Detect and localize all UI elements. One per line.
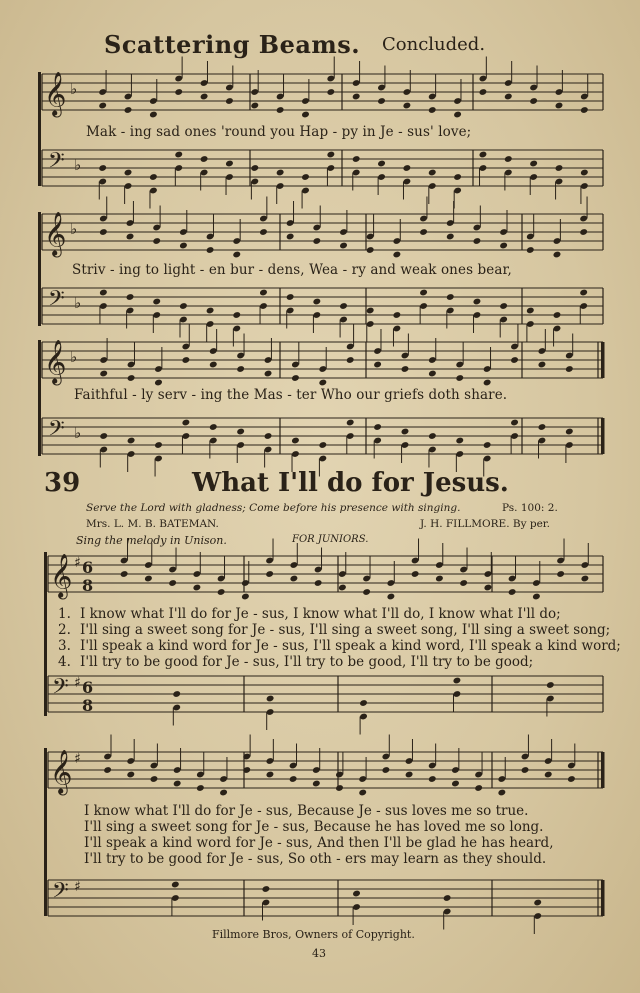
- note-head: [419, 228, 428, 236]
- note-head: [358, 789, 367, 797]
- note-head: [264, 370, 273, 378]
- note-head: [565, 428, 574, 436]
- note-head: [446, 293, 455, 301]
- verse-line: I know what I'll do for Je - sus, I know what I'll do, I know what I'll do;: [80, 606, 561, 622]
- note-head: [346, 356, 355, 364]
- note-head: [276, 169, 285, 177]
- note-head: [377, 160, 386, 168]
- key-signature-sharp: ♯: [74, 878, 81, 895]
- system-brace: [44, 552, 47, 716]
- note-head: [209, 423, 218, 431]
- note-head: [173, 780, 182, 788]
- system-brace: [38, 212, 41, 326]
- note-head: [474, 784, 483, 792]
- key-signature-sharp: ♯: [74, 674, 81, 691]
- note-head: [473, 298, 482, 306]
- note-head: [533, 899, 542, 907]
- note-head: [346, 419, 355, 427]
- note-head: [580, 106, 589, 114]
- note-head: [126, 293, 135, 301]
- note-head: [580, 169, 589, 177]
- note-head: [200, 93, 209, 101]
- note-head: [286, 293, 295, 301]
- note-head: [225, 160, 234, 168]
- note-head: [206, 246, 215, 254]
- note-head: [150, 775, 159, 783]
- note-head: [455, 437, 464, 445]
- note-head: [459, 579, 468, 587]
- note-head: [124, 106, 133, 114]
- note-head: [446, 233, 455, 241]
- key-signature-flat: ♭: [70, 219, 78, 238]
- note-head: [98, 164, 107, 172]
- note-head: [120, 570, 129, 578]
- verse-line: I'll sing a sweet song for Je - sus, I'll sing a sweet song, I'll sing a sweet song;: [80, 622, 611, 638]
- note-head: [546, 681, 555, 689]
- note-head: [219, 789, 228, 797]
- scripture-reference: Ps. 100: 2.: [502, 502, 558, 514]
- note-head: [182, 356, 191, 364]
- note-head: [127, 374, 136, 382]
- note-head: [149, 173, 158, 181]
- note-head: [453, 111, 462, 119]
- note-head: [352, 890, 361, 898]
- note-head: [428, 106, 437, 114]
- key-signature-flat: ♭: [74, 293, 82, 312]
- time-signature: 8: [82, 696, 94, 716]
- note-head: [401, 428, 410, 436]
- note-head: [232, 311, 241, 319]
- note-head: [314, 579, 323, 587]
- note-head: [301, 111, 310, 119]
- note-head: [538, 423, 547, 431]
- note-head: [174, 88, 183, 96]
- note-head: [366, 246, 375, 254]
- note-head: [479, 151, 488, 159]
- system-brace: [38, 340, 41, 456]
- note-head: [174, 151, 183, 159]
- note-head: [124, 169, 133, 177]
- note-head: [377, 97, 386, 105]
- note-head: [510, 419, 519, 427]
- note-head: [352, 93, 361, 101]
- verse-line: I'll try to be good for Je - sus, So oth - ers may learn as they should.: [84, 851, 547, 867]
- note-head: [335, 784, 344, 792]
- final-barline: [601, 342, 605, 378]
- note-head: [232, 251, 241, 259]
- note-head: [196, 784, 205, 792]
- note-head: [521, 766, 530, 774]
- bass-clef: 𝄢: [48, 286, 65, 317]
- note-head: [508, 588, 517, 596]
- note-head: [99, 289, 108, 297]
- key-signature-sharp: ♯: [74, 554, 81, 571]
- bass-clef: 𝄢: [48, 416, 65, 447]
- treble-clef: 𝄞: [44, 339, 67, 384]
- scripture-text: Serve the Lord with gladness; Come before his presence with singing.: [86, 502, 461, 514]
- note-head: [504, 155, 513, 163]
- lyric-line-2: Striv - ing to light - en bur - dens, Wea - ry and weak ones bear,: [72, 262, 512, 278]
- note-head: [168, 579, 177, 587]
- note-head: [453, 677, 462, 685]
- verse-line: I'll sing a sweet song for Je - sus, Because he has loved me so long.: [84, 819, 544, 835]
- note-head: [266, 771, 275, 779]
- note-head: [504, 93, 513, 101]
- note-head: [553, 251, 562, 259]
- time-signature: 8: [82, 576, 94, 596]
- note-head: [373, 361, 382, 369]
- treble-clef: 𝄞: [44, 211, 67, 256]
- note-head: [544, 771, 553, 779]
- hymn-number: 39: [44, 468, 81, 498]
- hymn-composer: J. H. FILLMORE. By per.: [420, 518, 551, 530]
- note-head: [393, 311, 402, 319]
- note-head: [289, 775, 298, 783]
- note-head: [152, 298, 161, 306]
- verse-line: I'll try to be good for Je - sus, I'll try to be good, I'll try to be good;: [80, 654, 534, 670]
- system-brace: [44, 748, 47, 916]
- note-head: [312, 780, 321, 788]
- note-head: [387, 593, 396, 601]
- note-head: [443, 894, 452, 902]
- note-head: [499, 242, 508, 250]
- verse-line: I know what I'll do for Je - sus, Because Je - sus loves me so true.: [84, 803, 529, 819]
- note-head: [581, 575, 590, 583]
- note-head: [179, 302, 188, 310]
- note-head: [565, 365, 574, 373]
- note-head: [264, 432, 273, 440]
- section-title: Scattering Beams.: [104, 30, 361, 59]
- note-head: [312, 237, 321, 245]
- note-head: [291, 374, 300, 382]
- note-head: [556, 570, 565, 578]
- note-head: [579, 289, 588, 297]
- note-head: [265, 570, 274, 578]
- note-head: [555, 164, 564, 172]
- note-head: [171, 881, 180, 889]
- note-head: [236, 428, 245, 436]
- note-head: [290, 575, 299, 583]
- note-head: [405, 771, 414, 779]
- treble-clef: 𝄞: [50, 749, 73, 794]
- note-head: [250, 164, 259, 172]
- note-head: [483, 379, 492, 387]
- note-head: [529, 160, 538, 168]
- note-head: [241, 593, 250, 601]
- final-barline: [601, 752, 605, 788]
- note-head: [99, 432, 108, 440]
- note-head: [352, 155, 361, 163]
- note-head: [291, 437, 300, 445]
- hymn-author: Mrs. L. M. B. BATEMAN.: [86, 518, 219, 530]
- treble-clef: 𝄞: [50, 553, 73, 598]
- note-head: [411, 570, 420, 578]
- note-head: [366, 307, 375, 315]
- note-head: [338, 584, 347, 592]
- note-head: [259, 228, 268, 236]
- note-head: [318, 379, 327, 387]
- note-head: [393, 251, 402, 259]
- verse-number: 1.: [58, 606, 71, 622]
- note-head: [428, 169, 437, 177]
- note-head: [529, 97, 538, 105]
- note-head: [206, 307, 215, 315]
- system-brace: [38, 72, 41, 186]
- lyric-line-3: Faithful - ly serv - ing the Mas - ter Who our griefs doth share.: [74, 387, 508, 403]
- verse-line: I'll speak a kind word for Je - sus, And then I'll be glad he has heard,: [84, 835, 554, 851]
- note-head: [127, 437, 136, 445]
- bass-clef: 𝄢: [52, 674, 69, 705]
- note-head: [455, 374, 464, 382]
- note-head: [250, 102, 259, 110]
- note-head: [499, 302, 508, 310]
- note-head: [403, 164, 412, 172]
- page-number: 43: [312, 947, 326, 960]
- note-head: [103, 766, 112, 774]
- note-head: [99, 228, 108, 236]
- note-head: [193, 584, 202, 592]
- note-head: [526, 307, 535, 315]
- note-head: [484, 584, 493, 592]
- note-head: [382, 766, 391, 774]
- bass-clef: 𝄢: [48, 148, 65, 179]
- note-head: [526, 246, 535, 254]
- note-head: [144, 575, 153, 583]
- key-signature-sharp: ♯: [74, 750, 81, 767]
- note-head: [301, 173, 310, 181]
- key-signature-flat: ♭: [74, 423, 82, 442]
- note-head: [473, 237, 482, 245]
- note-head: [451, 780, 460, 788]
- note-head: [126, 233, 135, 241]
- verse-line: I'll speak a kind word for Je - sus, I'll speak a kind word, I'll speak a kind word;: [80, 638, 621, 654]
- note-head: [538, 361, 547, 369]
- note-head: [401, 365, 410, 373]
- note-head: [236, 365, 245, 373]
- note-head: [403, 102, 412, 110]
- note-head: [339, 302, 348, 310]
- note-head: [553, 311, 562, 319]
- final-barline: [601, 880, 605, 916]
- note-head: [373, 423, 382, 431]
- note-head: [453, 173, 462, 181]
- note-head: [555, 102, 564, 110]
- note-head: [154, 379, 163, 387]
- note-head: [510, 356, 519, 364]
- hymn-title: What I'll do for Jesus.: [192, 468, 509, 498]
- note-head: [152, 237, 161, 245]
- final-barline: [601, 418, 605, 454]
- note-head: [172, 690, 181, 698]
- note-head: [326, 88, 335, 96]
- treble-clef: 𝄞: [44, 71, 67, 116]
- bass-clef: 𝄢: [52, 878, 69, 909]
- note-head: [435, 575, 444, 583]
- note-head: [179, 242, 188, 250]
- note-head: [286, 233, 295, 241]
- verse-number: 2.: [58, 622, 71, 638]
- key-signature-flat: ♭: [70, 79, 78, 98]
- note-head: [276, 106, 285, 114]
- note-head: [200, 155, 209, 163]
- verse-number: 3.: [58, 638, 71, 654]
- note-head: [483, 441, 492, 449]
- note-head: [126, 771, 135, 779]
- note-head: [428, 370, 437, 378]
- performance-instruction: Sing the melody in Unison.: [76, 534, 227, 547]
- note-head: [259, 289, 268, 297]
- note-head: [266, 695, 275, 703]
- note-head: [98, 102, 107, 110]
- note-head: [579, 228, 588, 236]
- note-head: [318, 441, 327, 449]
- lyric-line-1: Mak - ing sad ones 'round you Hap - py in Je - sus' love;: [86, 124, 472, 140]
- time-signature: 6: [82, 558, 94, 578]
- note-head: [312, 298, 321, 306]
- key-signature-flat: ♭: [70, 347, 78, 366]
- note-head: [362, 588, 371, 596]
- note-head: [497, 789, 506, 797]
- section-subtitle: Concluded.: [382, 34, 486, 55]
- note-head: [567, 775, 576, 783]
- note-head: [182, 419, 191, 427]
- note-head: [262, 885, 271, 893]
- key-signature-flat: ♭: [74, 155, 82, 174]
- note-head: [154, 441, 163, 449]
- note-head: [428, 432, 437, 440]
- note-head: [339, 242, 348, 250]
- note-head: [217, 588, 226, 596]
- note-head: [532, 593, 541, 601]
- note-head: [428, 775, 437, 783]
- note-head: [326, 151, 335, 159]
- time-signature: 6: [82, 678, 94, 698]
- verse-number: 4.: [58, 654, 71, 670]
- note-head: [419, 289, 428, 297]
- note-head: [479, 88, 488, 96]
- note-head: [209, 361, 218, 369]
- audience-note: FOR JUNIORS.: [292, 534, 369, 545]
- note-head: [149, 111, 158, 119]
- note-head: [99, 370, 108, 378]
- copyright-notice: Fillmore Bros, Owners of Copyright.: [212, 928, 415, 941]
- note-head: [225, 97, 234, 105]
- note-head: [359, 699, 368, 707]
